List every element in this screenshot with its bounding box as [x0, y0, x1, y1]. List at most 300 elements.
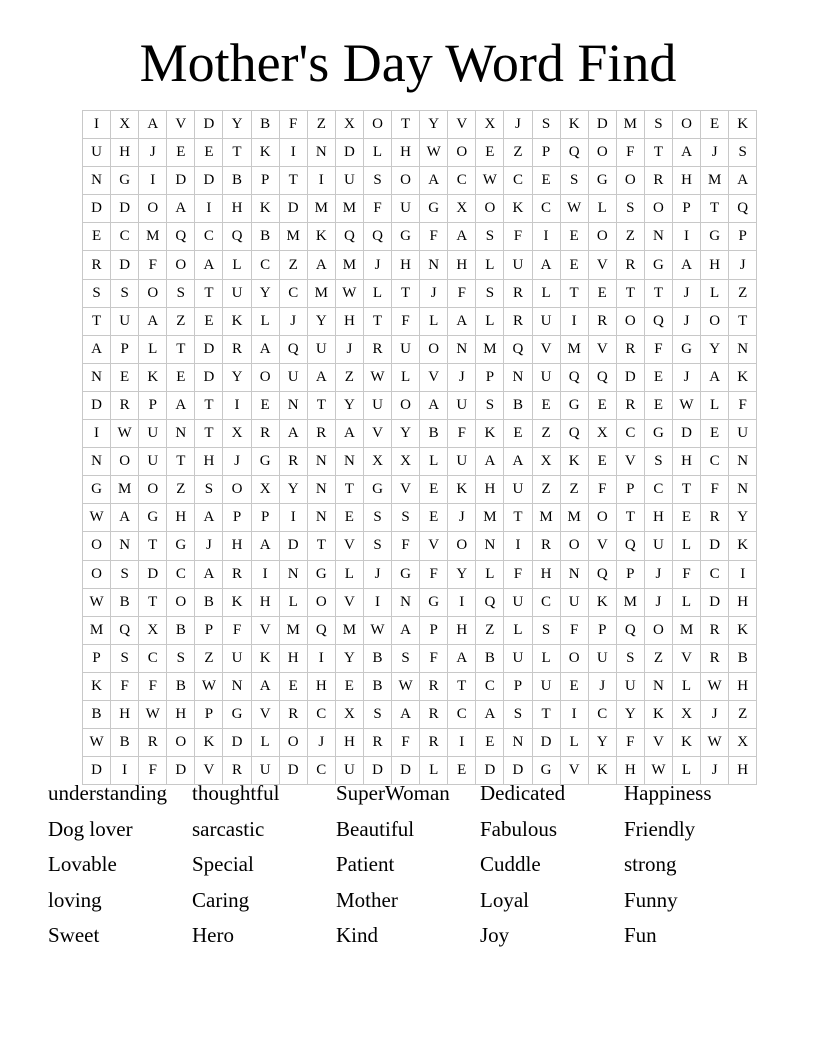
grid-cell: V — [420, 532, 448, 560]
grid-row — [83, 111, 757, 139]
grid-cell: J — [672, 363, 700, 391]
grid-cell: A — [476, 448, 504, 476]
grid-cell: I — [532, 223, 560, 251]
grid-cell: A — [392, 616, 420, 644]
grid-row — [83, 672, 757, 700]
grid-cell: K — [729, 363, 757, 391]
grid-cell: E — [644, 391, 672, 419]
grid-cell: Q — [335, 223, 363, 251]
grid-cell: K — [195, 729, 223, 757]
grid-cell: S — [504, 700, 532, 728]
grid-cell: B — [729, 644, 757, 672]
grid-cell: K — [672, 729, 700, 757]
grid-cell: B — [111, 729, 139, 757]
grid-row — [83, 644, 757, 672]
grid-cell: O — [392, 167, 420, 195]
grid-cell: R — [504, 307, 532, 335]
grid-row — [83, 363, 757, 391]
grid-cell: K — [588, 588, 616, 616]
grid-cell: C — [448, 167, 476, 195]
grid-cell: D — [701, 588, 729, 616]
grid-cell: N — [279, 560, 307, 588]
grid-cell: O — [644, 195, 672, 223]
word-search-grid — [82, 110, 757, 785]
grid-cell: X — [392, 448, 420, 476]
grid-cell: L — [335, 560, 363, 588]
grid-cell: U — [139, 448, 167, 476]
grid-cell: A — [251, 335, 279, 363]
grid-cell: V — [448, 111, 476, 139]
grid-cell: T — [729, 307, 757, 335]
grid-cell: O — [560, 532, 588, 560]
grid-cell: I — [307, 167, 335, 195]
grid-cell: W — [83, 588, 111, 616]
grid-cell: Z — [279, 251, 307, 279]
grid-cell: E — [644, 363, 672, 391]
grid-cell: O — [476, 195, 504, 223]
grid-cell: E — [279, 672, 307, 700]
grid-cell: J — [672, 307, 700, 335]
grid-cell: O — [307, 588, 335, 616]
grid-cell: B — [363, 672, 391, 700]
grid-cell: U — [111, 307, 139, 335]
grid-cell: I — [83, 111, 111, 139]
grid-cell: M — [279, 223, 307, 251]
page-title: Mother's Day Word Find — [139, 33, 677, 93]
grid-cell: S — [167, 279, 195, 307]
grid-cell: R — [83, 251, 111, 279]
grid-cell: R — [616, 251, 644, 279]
grid-cell: D — [335, 139, 363, 167]
grid-cell: A — [251, 672, 279, 700]
grid-cell: R — [701, 644, 729, 672]
grid-cell: I — [448, 588, 476, 616]
grid-cell: S — [616, 195, 644, 223]
grid-cell: H — [729, 757, 757, 785]
grid-cell: G — [701, 223, 729, 251]
grid-cell: Q — [588, 560, 616, 588]
grid-cell: H — [223, 532, 251, 560]
grid-cell: F — [504, 223, 532, 251]
grid-cell: S — [363, 504, 391, 532]
grid-row — [83, 195, 757, 223]
grid-cell: O — [616, 167, 644, 195]
grid-cell: D — [83, 391, 111, 419]
grid-cell: T — [223, 139, 251, 167]
grid-cell: F — [448, 279, 476, 307]
grid-cell: J — [701, 757, 729, 785]
grid-cell: A — [83, 335, 111, 363]
grid-cell: F — [139, 251, 167, 279]
word-list-item: Cuddle — [480, 852, 541, 876]
grid-cell: Q — [644, 307, 672, 335]
grid-row — [83, 167, 757, 195]
grid-cell: D — [139, 560, 167, 588]
grid-cell: H — [223, 195, 251, 223]
grid-row — [83, 448, 757, 476]
grid-cell: Q — [588, 363, 616, 391]
grid-cell: A — [420, 167, 448, 195]
grid-cell: C — [251, 251, 279, 279]
word-list-item: Loyal — [480, 887, 529, 912]
grid-cell: E — [588, 279, 616, 307]
grid-cell: D — [223, 729, 251, 757]
grid-cell: M — [83, 616, 111, 644]
grid-cell: P — [476, 363, 504, 391]
grid-cell: X — [111, 111, 139, 139]
grid-cell: N — [420, 251, 448, 279]
grid-cell: J — [448, 363, 476, 391]
grid-cell: A — [448, 644, 476, 672]
grid-row — [83, 335, 757, 363]
grid-cell: A — [251, 532, 279, 560]
grid-cell: M — [111, 476, 139, 504]
grid-cell: Z — [560, 476, 588, 504]
grid-cell: P — [420, 616, 448, 644]
grid-cell: V — [167, 111, 195, 139]
grid-cell: U — [532, 363, 560, 391]
grid-cell: V — [363, 420, 391, 448]
grid-cell: V — [672, 644, 700, 672]
grid-cell: O — [588, 223, 616, 251]
grid-cell: S — [560, 167, 588, 195]
grid-cell: J — [307, 729, 335, 757]
grid-cell: D — [392, 757, 420, 785]
grid-cell: A — [448, 307, 476, 335]
grid-cell: Q — [167, 223, 195, 251]
grid-cell: N — [729, 476, 757, 504]
grid-cell: I — [560, 307, 588, 335]
grid-cell: L — [223, 251, 251, 279]
grid-cell: D — [532, 729, 560, 757]
grid-cell: A — [672, 251, 700, 279]
grid-cell: O — [83, 532, 111, 560]
grid-cell: W — [195, 672, 223, 700]
grid-cell: D — [701, 532, 729, 560]
grid-cell: F — [392, 729, 420, 757]
grid-cell: K — [83, 672, 111, 700]
grid-cell: H — [448, 251, 476, 279]
grid-cell: D — [167, 757, 195, 785]
grid-cell: Z — [504, 139, 532, 167]
grid-cell: W — [476, 167, 504, 195]
grid-cell: O — [139, 476, 167, 504]
grid-cell: M — [307, 195, 335, 223]
grid-cell: T — [701, 195, 729, 223]
grid-cell: H — [532, 560, 560, 588]
grid-cell: T — [448, 672, 476, 700]
grid-cell: Z — [167, 476, 195, 504]
grid-cell: L — [672, 532, 700, 560]
grid-row — [83, 588, 757, 616]
grid-cell: F — [729, 391, 757, 419]
word-list-item: Funny — [624, 887, 678, 912]
grid-cell: Q — [223, 223, 251, 251]
grid-cell: D — [672, 420, 700, 448]
grid-cell: O — [111, 448, 139, 476]
grid-cell: T — [616, 279, 644, 307]
grid-cell: Q — [560, 139, 588, 167]
grid-cell: T — [616, 504, 644, 532]
grid-cell: W — [335, 279, 363, 307]
grid-cell: T — [392, 279, 420, 307]
grid-cell: O — [139, 279, 167, 307]
grid-cell: T — [644, 139, 672, 167]
grid-cell: D — [588, 111, 616, 139]
grid-cell: C — [616, 420, 644, 448]
grid-cell: W — [139, 700, 167, 728]
grid-cell: N — [504, 729, 532, 757]
grid-cell: Q — [363, 223, 391, 251]
grid-cell: M — [476, 335, 504, 363]
grid-cell: O — [139, 195, 167, 223]
grid-cell: A — [167, 195, 195, 223]
grid-cell: S — [111, 644, 139, 672]
grid-cell: W — [420, 139, 448, 167]
grid-cell: O — [167, 588, 195, 616]
grid-cell: U — [335, 167, 363, 195]
grid-cell: V — [644, 729, 672, 757]
grid-cell: E — [532, 167, 560, 195]
grid-cell: U — [363, 391, 391, 419]
grid-cell: F — [139, 757, 167, 785]
grid-cell: G — [588, 167, 616, 195]
grid-cell: P — [532, 139, 560, 167]
grid-row — [83, 223, 757, 251]
grid-cell: L — [560, 729, 588, 757]
grid-cell: T — [560, 279, 588, 307]
grid-cell: A — [139, 111, 167, 139]
grid-cell: G — [392, 560, 420, 588]
grid-cell: W — [83, 729, 111, 757]
grid-cell: T — [335, 476, 363, 504]
grid-cell: N — [83, 363, 111, 391]
grid-cell: R — [420, 729, 448, 757]
grid-cell: M — [335, 251, 363, 279]
grid-cell: F — [504, 560, 532, 588]
grid-cell: A — [729, 167, 757, 195]
grid-cell: E — [167, 139, 195, 167]
grid-cell: Y — [335, 644, 363, 672]
grid-cell: M — [672, 616, 700, 644]
grid-cell: R — [307, 420, 335, 448]
grid-cell: X — [335, 111, 363, 139]
grid-cell: Z — [307, 111, 335, 139]
grid-cell: A — [392, 700, 420, 728]
grid-cell: N — [560, 560, 588, 588]
grid-cell: L — [279, 588, 307, 616]
grid-cell: L — [476, 560, 504, 588]
grid-cell: U — [448, 448, 476, 476]
grid-cell: V — [532, 335, 560, 363]
grid-cell: S — [392, 504, 420, 532]
grid-cell: Y — [251, 279, 279, 307]
grid-cell: Y — [729, 504, 757, 532]
grid-cell: X — [729, 729, 757, 757]
grid-cell: T — [279, 167, 307, 195]
grid-cell: R — [616, 335, 644, 363]
grid-cell: Y — [335, 391, 363, 419]
grid-cell: D — [363, 757, 391, 785]
grid-cell: U — [307, 335, 335, 363]
grid-cell: A — [532, 251, 560, 279]
grid-cell: G — [307, 560, 335, 588]
grid-cell: W — [672, 391, 700, 419]
grid-cell: M — [476, 504, 504, 532]
grid-cell: F — [701, 476, 729, 504]
grid-cell: X — [448, 195, 476, 223]
grid-cell: B — [83, 700, 111, 728]
grid-cell: H — [616, 757, 644, 785]
grid-cell: F — [392, 532, 420, 560]
grid-cell: U — [504, 644, 532, 672]
grid-cell: L — [392, 363, 420, 391]
grid-cell: C — [532, 588, 560, 616]
grid-row — [83, 139, 757, 167]
grid-cell: B — [111, 588, 139, 616]
grid-cell: N — [307, 139, 335, 167]
grid-cell: Y — [588, 729, 616, 757]
grid-cell: A — [307, 251, 335, 279]
grid-cell: S — [363, 532, 391, 560]
grid-cell: D — [279, 757, 307, 785]
grid-cell: H — [701, 251, 729, 279]
grid-cell: U — [504, 251, 532, 279]
grid-cell: R — [139, 729, 167, 757]
grid-cell: X — [363, 448, 391, 476]
grid-cell: T — [195, 279, 223, 307]
grid-cell: H — [111, 700, 139, 728]
grid-cell: E — [476, 139, 504, 167]
grid-cell: F — [420, 560, 448, 588]
grid-cell: A — [167, 391, 195, 419]
grid-cell: G — [139, 504, 167, 532]
grid-cell: Q — [729, 195, 757, 223]
grid-cell: F — [392, 307, 420, 335]
grid-cell: R — [111, 391, 139, 419]
grid-cell: W — [560, 195, 588, 223]
grid-cell: G — [420, 195, 448, 223]
grid-cell: R — [279, 700, 307, 728]
grid-cell: Q — [504, 335, 532, 363]
grid-cell: X — [476, 111, 504, 139]
grid-cell: E — [111, 363, 139, 391]
grid-cell: B — [167, 616, 195, 644]
grid-cell: G — [644, 251, 672, 279]
grid-cell: B — [195, 588, 223, 616]
grid-cell: F — [644, 335, 672, 363]
grid-cell: R — [223, 335, 251, 363]
grid-cell: P — [588, 616, 616, 644]
grid-row — [83, 251, 757, 279]
grid-cell: P — [616, 560, 644, 588]
grid-cell: U — [644, 532, 672, 560]
grid-cell: V — [588, 251, 616, 279]
grid-cell: Z — [335, 363, 363, 391]
grid-cell: M — [616, 111, 644, 139]
grid-cell: J — [448, 504, 476, 532]
grid-cell: S — [644, 111, 672, 139]
grid-cell: Y — [279, 476, 307, 504]
grid-cell: Z — [644, 644, 672, 672]
grid-cell: E — [560, 251, 588, 279]
grid-cell: Q — [476, 588, 504, 616]
grid-cell: W — [701, 672, 729, 700]
grid-cell: T — [363, 307, 391, 335]
grid-cell: T — [83, 307, 111, 335]
grid-cell: R — [420, 700, 448, 728]
grid-cell: Y — [616, 700, 644, 728]
grid-cell: T — [167, 335, 195, 363]
grid-cell: N — [83, 448, 111, 476]
grid-cell: U — [504, 476, 532, 504]
grid-cell: S — [729, 139, 757, 167]
grid-cell: T — [195, 420, 223, 448]
grid-cell: J — [279, 307, 307, 335]
grid-cell: U — [616, 672, 644, 700]
grid-cell: P — [616, 476, 644, 504]
grid-cell: R — [420, 672, 448, 700]
grid-cell: I — [195, 195, 223, 223]
grid-cell: P — [195, 616, 223, 644]
grid-cell: N — [729, 335, 757, 363]
grid-cell: A — [195, 560, 223, 588]
grid-cell: Z — [167, 307, 195, 335]
grid-cell: G — [672, 335, 700, 363]
grid-cell: P — [504, 672, 532, 700]
grid-cell: L — [701, 391, 729, 419]
grid-cell: O — [251, 363, 279, 391]
grid-cell: U — [729, 420, 757, 448]
grid-cell: P — [139, 391, 167, 419]
grid-cell: N — [504, 363, 532, 391]
grid-cell: O — [167, 729, 195, 757]
grid-cell: S — [195, 476, 223, 504]
grid-cell: L — [672, 672, 700, 700]
word-list-item: Hero — [192, 923, 234, 947]
grid-cell: I — [139, 167, 167, 195]
grid-cell: P — [672, 195, 700, 223]
grid-row — [83, 476, 757, 504]
grid-cell: D — [279, 195, 307, 223]
grid-row — [83, 729, 757, 757]
grid-cell: K — [729, 111, 757, 139]
grid-cell: A — [420, 391, 448, 419]
grid-cell: C — [644, 476, 672, 504]
grid-cell: N — [279, 391, 307, 419]
grid-cell: D — [195, 167, 223, 195]
word-list-item: Fabulous — [480, 816, 558, 841]
grid-cell: S — [532, 111, 560, 139]
grid-cell: S — [476, 223, 504, 251]
grid-cell: C — [139, 644, 167, 672]
grid-cell: T — [307, 532, 335, 560]
grid-cell: N — [335, 448, 363, 476]
grid-cell: T — [139, 588, 167, 616]
grid-cell: L — [139, 335, 167, 363]
grid-cell: L — [588, 195, 616, 223]
grid-cell: Y — [448, 560, 476, 588]
grid-cell: T — [532, 700, 560, 728]
grid-cell: E — [335, 504, 363, 532]
grid-cell: J — [420, 279, 448, 307]
grid-cell: D — [83, 195, 111, 223]
grid-row — [83, 700, 757, 728]
grid-cell: A — [279, 420, 307, 448]
grid-cell: I — [448, 729, 476, 757]
grid-cell: F — [420, 223, 448, 251]
grid-cell: A — [335, 420, 363, 448]
